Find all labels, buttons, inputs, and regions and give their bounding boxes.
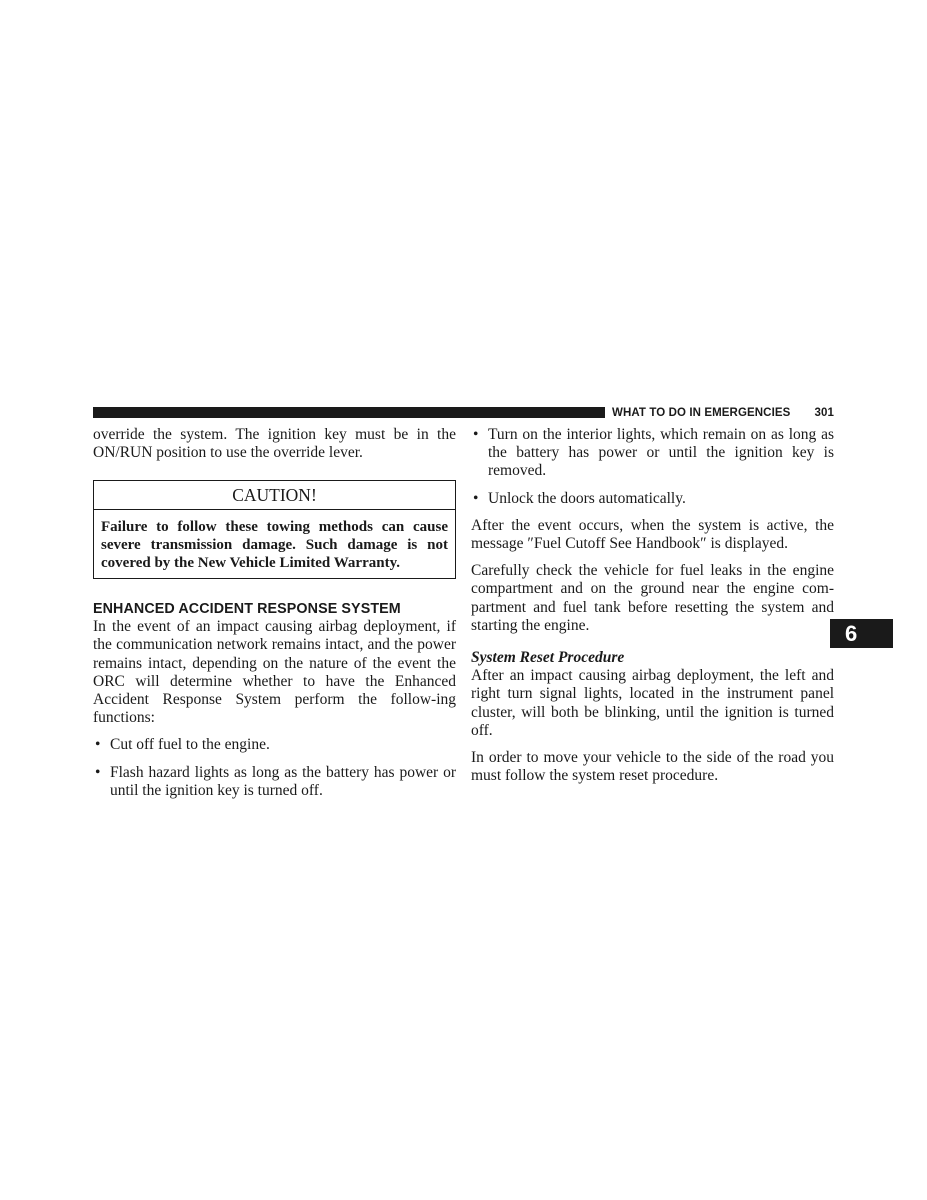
- left-column: [93, 426, 456, 809]
- list-item: [471, 490, 834, 508]
- paragraph-reset-intro: After an impact causing airbag deployment, the left and right turn signal lights, located in the instrument panel cluster, will both be blinking, until the ignition is turned off.: [471, 667, 834, 739]
- list-item-text: Cut off fuel to the engine.: [110, 736, 270, 754]
- caution-title: CAUTION!: [94, 481, 455, 509]
- bullet-icon: •: [95, 736, 101, 754]
- right-column: [471, 426, 834, 785]
- list-item: [93, 764, 456, 800]
- header-rule: [93, 407, 605, 418]
- bullet-icon: •: [473, 426, 479, 443]
- page-number: 301: [814, 407, 834, 419]
- list-item-text: Flash hazard lights as long as the battery has power or until the ignition key is turned off.: [110, 763, 456, 799]
- paragraph-fuel-check: Carefully check the vehicle for fuel leaks in the engine compartment and on the ground near the engine com-partment and fuel tank before resetting the system and starting the engine.: [471, 562, 834, 634]
- function-list-continued: [471, 426, 834, 508]
- intro-paragraph: override the system. The ignition key must be in the ON/RUN position to use the override lever.: [93, 426, 456, 462]
- caution-box: [93, 480, 456, 579]
- bullet-icon: •: [95, 763, 101, 781]
- bullet-icon: •: [473, 489, 479, 507]
- paragraph-message: After the event occurs, when the system is active, the message ″Fuel Cutoff See Handbook″ is displayed.: [471, 516, 834, 553]
- section-title: WHAT TO DO IN EMERGENCIES: [612, 407, 791, 419]
- subheading-reset: System Reset Procedure: [471, 649, 625, 667]
- list-item-text: Turn on the interior lights, which remain on as long as the battery has power or until the ignition key is removed.: [488, 426, 834, 480]
- list-item: [93, 736, 456, 754]
- section-paragraph: In the event of an impact causing airbag deployment, if the communication network remains intact, and the power remains intact, depending on the nature of the event the ORC will determine whether to have the Enhanced Accident Response System perform the follow-ing functions:: [93, 618, 456, 727]
- function-list: [93, 736, 456, 800]
- list-item-text: Unlock the doors automatically.: [488, 489, 686, 507]
- paragraph-reset-follow: In order to move your vehicle to the side of the road you must follow the system reset procedure.: [471, 749, 834, 785]
- running-header: [612, 405, 834, 421]
- section-heading: ENHANCED ACCIDENT RESPONSE SYSTEM: [93, 601, 401, 618]
- chapter-tab: 6: [830, 619, 893, 648]
- list-item: [471, 426, 834, 481]
- caution-text: Failure to follow these towing methods can cause severe transmission damage. Such damage is not covered by the New Vehicle Limited Warranty.: [101, 518, 448, 572]
